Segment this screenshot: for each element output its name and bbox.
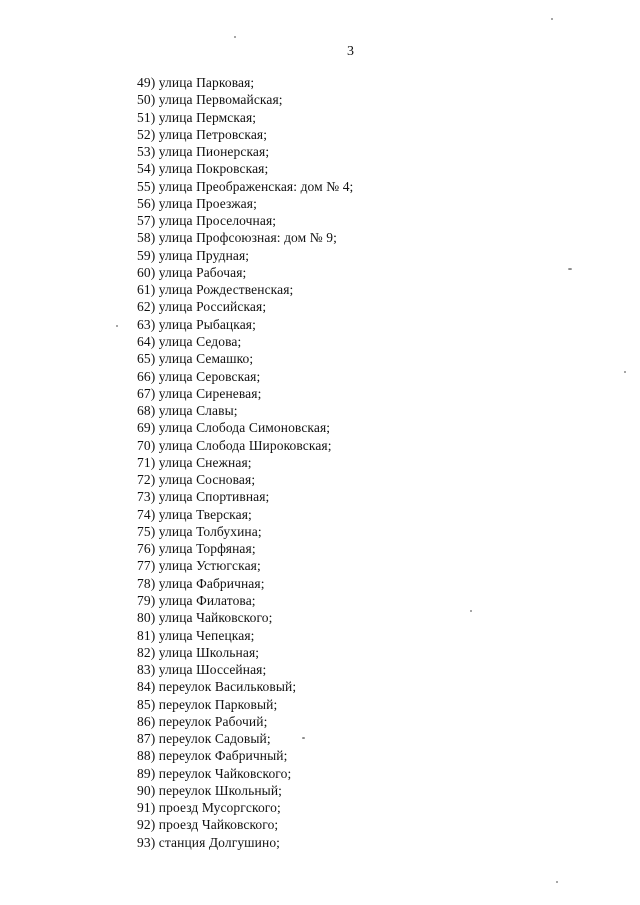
scan-speck xyxy=(302,737,305,739)
list-item: 76) улица Торфяная; xyxy=(137,541,256,557)
list-item: 53) улица Пионерская; xyxy=(137,144,270,160)
list-item: 55) улица Преображенская: дом № 4; xyxy=(137,178,354,194)
list-item: 74) улица Тверская; xyxy=(137,506,252,522)
list-item: 80) улица Чайковского; xyxy=(137,610,273,626)
list-item: 62) улица Российская; xyxy=(137,299,267,315)
list-item: 71) улица Снежная; xyxy=(137,454,252,470)
list-item: 81) улица Чепецкая; xyxy=(137,627,255,643)
list-item: 65) улица Семашко; xyxy=(137,351,254,367)
list-item: 75) улица Толбухина; xyxy=(137,523,262,539)
list-item: 60) улица Рабочая; xyxy=(137,264,247,280)
list-item: 52) улица Петровская; xyxy=(137,126,268,142)
list-item: 69) улица Слобода Симоновская; xyxy=(137,420,331,436)
list-item: 72) улица Сосновая; xyxy=(137,472,256,488)
list-item: 54) улица Покровская; xyxy=(137,161,269,177)
list-item: 63) улица Рыбацкая; xyxy=(137,316,256,332)
list-item: 64) улица Седова; xyxy=(137,333,242,349)
list-item: 78) улица Фабричная; xyxy=(137,575,265,591)
list-item: 82) улица Школьная; xyxy=(137,644,260,660)
list-item: 84) переулок Васильковый; xyxy=(137,679,297,695)
list-item: 57) улица Проселочная; xyxy=(137,213,277,229)
list-item: 90) переулок Школьный; xyxy=(137,782,282,798)
street-list xyxy=(137,74,557,851)
list-item: 61) улица Рождественская; xyxy=(137,282,294,298)
scan-speck xyxy=(624,371,626,373)
list-item: 67) улица Сиреневая; xyxy=(137,385,262,401)
list-item: 73) улица Спортивная; xyxy=(137,489,270,505)
list-item: 91) проезд Мусоргского; xyxy=(137,800,281,816)
scan-speck xyxy=(568,268,572,270)
list-item: 58) улица Профсоюзная: дом № 9; xyxy=(137,230,337,246)
list-item: 88) переулок Фабричный; xyxy=(137,748,288,764)
list-item: 50) улица Первомайская; xyxy=(137,92,283,108)
list-item: 70) улица Слобода Широковская; xyxy=(137,437,332,453)
list-item: 89) переулок Чайковского; xyxy=(137,765,292,781)
list-item: 87) переулок Садовый; xyxy=(137,731,271,747)
list-item: 77) улица Устюгская; xyxy=(137,558,261,574)
list-item: 49) улица Парковая; xyxy=(137,75,255,90)
list-item: 66) улица Серовская; xyxy=(137,368,261,384)
scan-speck xyxy=(556,881,558,883)
list-item: 51) улица Пермская; xyxy=(137,109,257,125)
scan-speck xyxy=(470,610,472,612)
list-item: 86) переулок Рабочий; xyxy=(137,713,268,729)
scan-speck xyxy=(116,325,118,327)
list-item: 68) улица Славы; xyxy=(137,403,238,419)
list-item: 79) улица Филатова; xyxy=(137,592,256,608)
scan-speck xyxy=(234,36,236,38)
list-item: 83) улица Шоссейная; xyxy=(137,662,267,678)
page-number: 3 xyxy=(347,44,354,59)
list-item: 59) улица Прудная; xyxy=(137,247,250,263)
scan-speck xyxy=(551,18,553,20)
list-item: 56) улица Проезжая; xyxy=(137,195,257,211)
list-item: 85) переулок Парковый; xyxy=(137,696,278,712)
list-item: 93) станция Долгушино; xyxy=(137,834,281,850)
list-item: 92) проезд Чайковского; xyxy=(137,817,279,833)
